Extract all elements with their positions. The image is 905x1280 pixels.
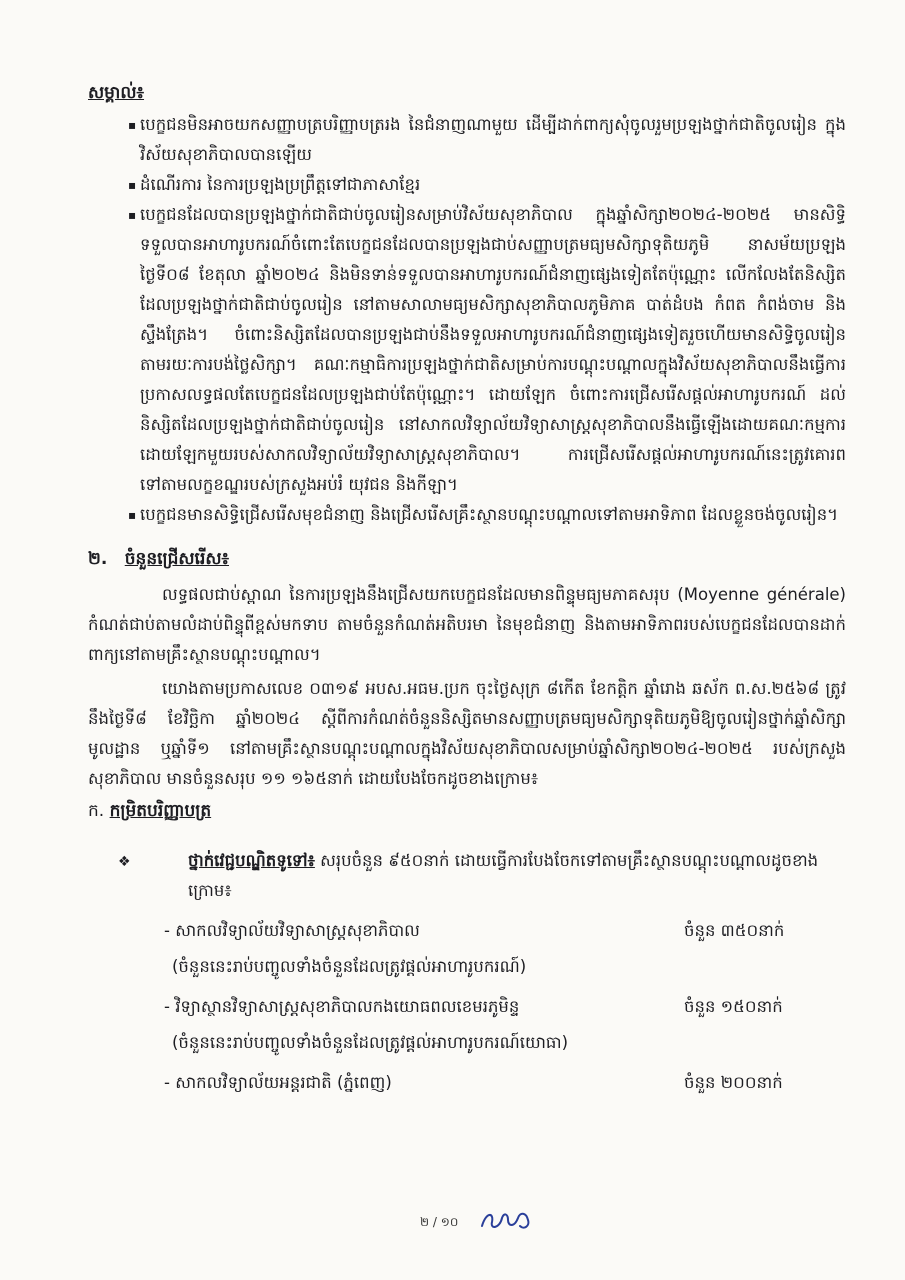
section-number: ២. [88,549,108,569]
paragraph-2: យោងតាមប្រកាសលេខ ០៣១៩ អបស.អធម.ប្រក ចុះថ្ងៃសុក្រ ៨កើត ខែកត្តិក ឆ្នាំរោង ឆស័ក ព.ស.២៥៦៨ ត្រូវនឹងថ្ងៃទី៨ ខែវិច្ឆិកា ឆ្នាំ២០២៤ ស្តីពីការកំណត់ចំនួននិស្សិតមានសញ្ញាបត្រមធ្យមសិក្សាទុតិយភូមិឱ្យចូលរៀនថ្នាក់ឆ្នាំសិក្សាមូលដ្ឋាន ឬឆ្នាំទី១ នៅតាមគ្រឹះស្ថានបណ្តុះបណ្តាលក្នុងវិស័យសុខាភិបាលសម្រាប់ឆ្នាំសិក្សា២០២៤-២០២៥ របស់ក្រសួងសុខាភិបាល មានចំនួនសរុប ១១ ១៦៥នាក់ ដោយបែងចែកដូចខាងក្រោម៖ [88,679,846,788]
institution-count: ចំនួន ១៥០នាក់ [684,997,783,1016]
allocation-list [88,916,846,1098]
note-item: ▪ បេក្ខជនមានសិទ្ធិជ្រើសរើសមុខជំនាញ និងជ្រើសរើសគ្រឹះស្ថានបណ្តុះបណ្តាលទៅតាមអាទិភាព ដែលខ្លួនចង់ចូលរៀន។ [88,500,846,530]
program-description: សរុបចំនួន ៩៥០នាក់ ដោយធ្វើការបែងចែកទៅតាមគ្រឹះស្ថានបណ្តុះបណ្តាលដូចខាងក្រោម៖ [188,851,819,900]
initials-signature-icon [478,1206,534,1234]
institution-count: ចំនួន ២០០នាក់ [684,1073,783,1092]
subsection-title-text: កម្រិតបរិញ្ញាបត្រ [109,801,212,821]
program-name: ថ្នាក់វេជ្ជបណ្ឌិតទូទៅ៖ [188,851,315,870]
institution-name: - សាកលវិទ្យាល័យអន្តរជាតិ (ភ្នំពេញ) [164,1073,392,1092]
institution-name: - សាកលវិទ្យាល័យវិទ្យាសាស្ត្រសុខាភិបាល [164,921,420,940]
document-body [88,78,846,1098]
paragraph-1: លទ្ធផលជាប់ស្ពាណ នៃការប្រឡងនឹងជ្រើសយកបេក្ខជនដែលមានពិន្ទុមធ្យមភាគសរុប (Moyenne générale) កំណត់ជាប់តាមលំដាប់ពិន្ទុពីខ្ពស់មកទាប តាមចំនួនកំណត់អតិបរមា នៃមុខជំនាញ និងតាមអាទិភាពរបស់បេក្ខជនដែលបានដាក់ពាក្យនៅតាមគ្រឹះស្ថានបណ្តុះបណ្តាល។ [88,585,846,664]
subsection-label: ក. [88,801,105,821]
general-medicine-line [88,846,846,906]
notes-list [88,110,846,530]
allocation-note: (ចំនួននេះរាប់បញ្ចូលទាំងចំនួនដែលត្រូវផ្តល់អាហារូបករណ៍យោធា) [172,1033,569,1052]
allocation-row [164,1068,846,1098]
subsection-title [88,796,846,826]
notes-heading: សម្គាល់៖ [88,83,145,103]
page-number: ២ / ១០ [420,1215,459,1229]
institution-name: - វិទ្យាស្ថានវិទ្យាសាស្ត្រសុខាភិបាលកងយោធពលខេមរភូមិន្ទ [164,997,520,1016]
note-item: ▪ បេក្ខជនមិនអាចយកសញ្ញាបត្របរិញ្ញាបត្ររង នៃជំនាញណាមួយ ដើម្បីដាក់ពាក្យសុំចូលរួមប្រឡងថ្នាក់ជាតិចូលរៀន ក្នុងវិស័យសុខាភិបាលបានឡើយ [88,110,846,170]
allocation-row [164,992,846,1022]
note-item: ▪ ដំណើរការ នៃការប្រឡងប្រព្រឹត្តទៅជាភាសាខ្មែរ [88,170,846,200]
institution-count: ចំនួន ៣៥០នាក់ [684,921,785,940]
allocation-note: (ចំនួននេះរាប់បញ្ចូលទាំងចំនួនដែលត្រូវផ្តល់អាហារូបករណ៍) [172,957,527,976]
section-2-title [88,544,846,574]
section-title-text: ចំនួនជ្រើសរើស៖ [124,549,229,569]
diamond-bullet-icon: ❖ [118,854,131,870]
note-item: ▪ បេក្ខជនដែលបានប្រឡងថ្នាក់ជាតិជាប់ចូលរៀនសម្រាប់វិស័យសុខាភិបាល ក្នុងឆ្នាំសិក្សា២០២៤-២០២៥ មានសិទ្ធិទទួលបានអាហារូបករណ៍ចំពោះតែបេក្ខជនដែលបានប្រឡងជាប់សញ្ញាបត្រមធ្យមសិក្សាទុតិយភូមិ នាសម័យប្រឡងថ្ងៃទី០៨ ខែតុលា ឆ្នាំ២០២៤ និងមិនទាន់ទទួលបានអាហារូបករណ៍ជំនាញផ្សេងទៀតតែប៉ុណ្ណោះ លើកលែងតែនិស្សិតដែលប្រឡងថ្នាក់ជាតិជាប់ចូលរៀន នៅតាមសាលាមធ្យមសិក្សាសុខាភិបាលភូមិភាគ បាត់ដំបង កំពត កំពង់ចាម និងស្ទឹងត្រែង។ ចំពោះនិស្សិតដែលបានប្រឡងជាប់នឹងទទួលអាហារូបករណ៍ជំនាញផ្សេងទៀតរួចហើយមានសិទ្ធិចូលរៀនតាមរយៈការបង់ថ្លៃសិក្សា។ គណៈកម្មាធិការប្រឡងថ្នាក់ជាតិសម្រាប់ការបណ្តុះបណ្តាលក្នុងវិស័យសុខាភិបាលនឹងធ្វើការប្រកាសលទ្ធផលតែបេក្ខជនដែលប្រឡងជាប់តែប៉ុណ្ណោះ។ ដោយឡែក ចំពោះការជ្រើសរើសផ្តល់អាហារូបករណ៍ ដល់និស្សិតដែលប្រឡងថ្នាក់ជាតិជាប់ចូលរៀន នៅសាកលវិទ្យាល័យវិទ្យាសាស្ត្រសុខាភិបាលនឹងធ្វើឡើងដោយគណៈកម្មការដោយឡែកមួយរបស់សាកលវិទ្យាល័យវិទ្យាសាស្ត្រសុខាភិបាល។ ការជ្រើសរើសផ្តល់អាហារូបករណ៍នេះត្រូវគោរពទៅតាមលក្ខខណ្ឌរបស់ក្រសួងអប់រំ យុវជន និងកីឡា។ [88,200,846,500]
allocation-row [164,916,846,946]
